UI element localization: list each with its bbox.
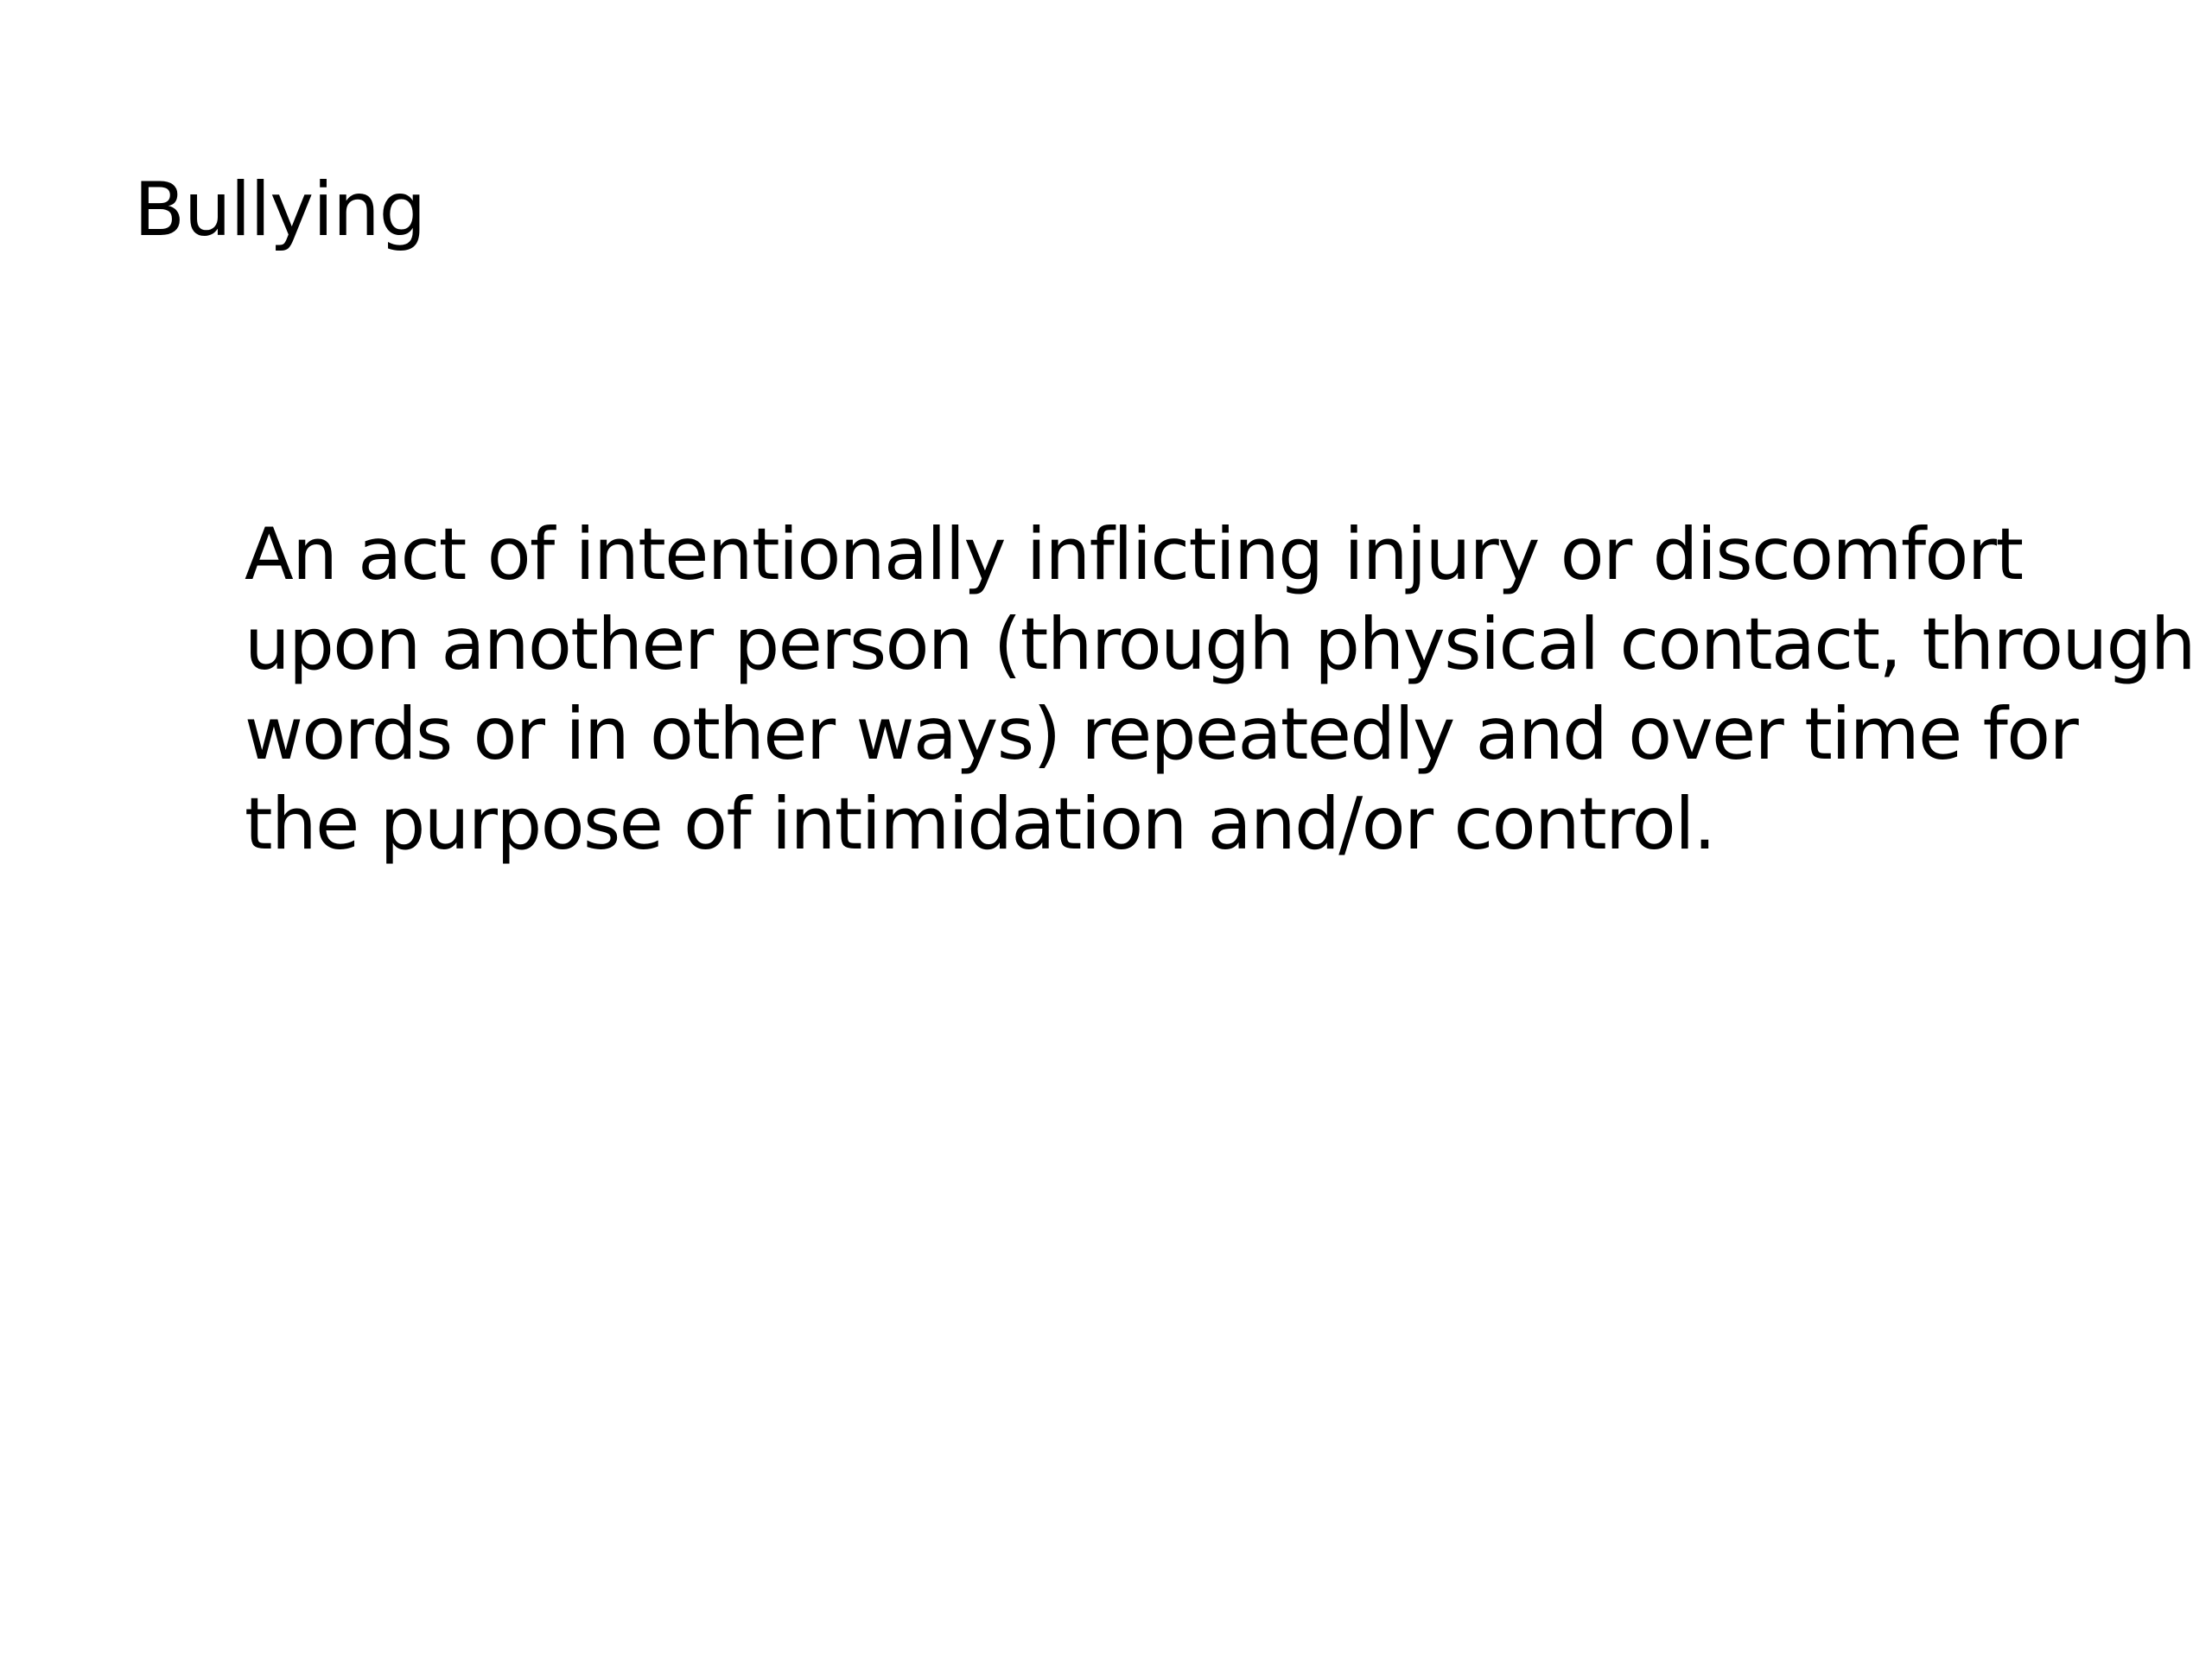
body-line-2: upon another person (through physical contact, through bbox=[245, 602, 2195, 686]
body-line-3: words or in other ways) repeatedly and over time for bbox=[245, 692, 2078, 776]
body-line-4: the purpose of intimidation and/or control. bbox=[245, 782, 1715, 866]
body-line-1: An act of intentionally inflicting injury or discomfort bbox=[245, 512, 2023, 596]
slide-body-text bbox=[245, 510, 2195, 869]
slide-title: Bullying bbox=[134, 167, 426, 253]
